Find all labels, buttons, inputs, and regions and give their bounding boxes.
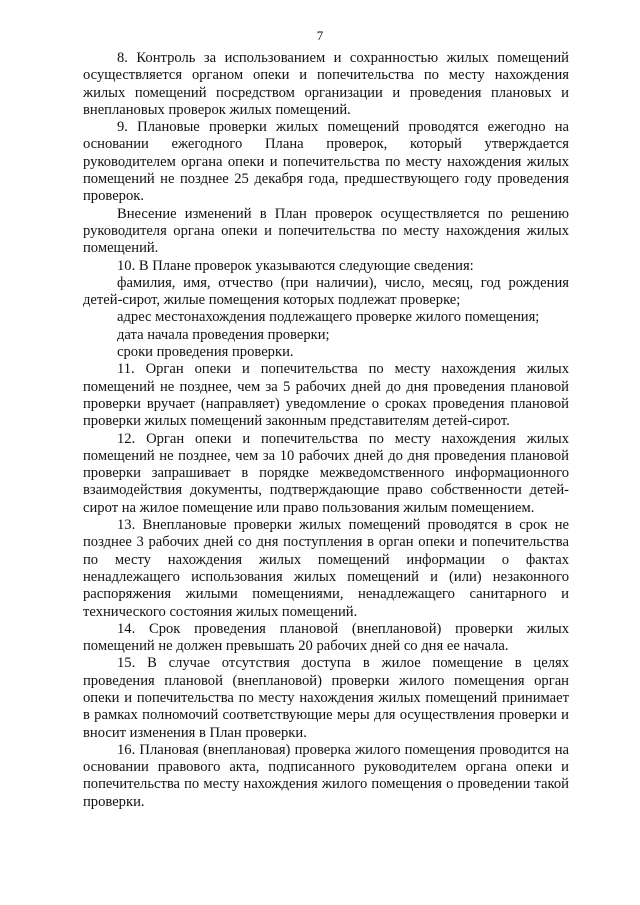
paragraph-14: 14. Срок проведения плановой (внеплановой) проверки жилых помещений не должен превышать 20 рабочих дней со дня ее начала.	[83, 620, 569, 655]
document-body	[83, 50, 569, 811]
list-item-address: адрес местонахождения подлежащего проверке жилого помещения;	[117, 309, 540, 326]
list-item-terms: сроки проведения проверки.	[117, 344, 294, 361]
paragraph-9: 9. Плановые проверки жилых помещений проводятся ежегодно на основании ежегодного Плана проверок, который утверждается руководителем органа опеки и попечительства по месту нахождения жилых помещений не позднее 25 декабря года, предшествующего году проведения проверок.	[83, 119, 569, 205]
page-number: 7	[316, 28, 324, 43]
paragraph-8: 8. Контроль за использованием и сохранностью жилых помещений осуществляется органом опеки и попечительства по месту нахождения жилых помещений посредством организации и проведения плановых и внеплановых проверок жилых помещений.	[83, 50, 569, 118]
paragraph-plan-changes: Внесение изменений в План проверок осуществляется по решению руководителя органа опеки и попечительства по месту нахождения жилых помещений.	[83, 205, 569, 257]
list-item-full-name: фамилия, имя, отчество (при наличии), число, месяц, год рождения детей-сирот, жилые помещения которых подлежат проверке;	[83, 274, 569, 309]
paragraph-11: 11. Орган опеки и попечительства по месту нахождения жилых помещений не позднее, чем за 5 рабочих дней до дня проведения плановой проверки вручает (направляет) уведомление о сроках проведения плановой проверки жилых помещений законным представителям детей-сирот.	[83, 361, 569, 430]
paragraph-16: 16. Плановая (внеплановая) проверка жилого помещения проводится на основании правового акта, подписанного руководителем органа опеки и попечительства по месту нахождения жилого помещения о проведении такой проверки.	[83, 741, 569, 810]
paragraph-13: 13. Внеплановые проверки жилых помещений проводятся в срок не позднее 3 рабочих дней со дня поступления в орган опеки и попечительства по месту нахождения жилых помещений информации о фактах ненадлежащего использования жилых помещений и (или) незаконного распоряжения жилыми помещениями, ненадлежащего санитарного и технического состояния жилых помещений.	[83, 517, 569, 620]
paragraph-12: 12. Орган опеки и попечительства по месту нахождения жилых помещений не позднее, чем за 10 рабочих дней до дня проведения плановой проверки запрашивает в порядке межведомственного информационного взаимодействия документы, подтверждающие право собственности детей-сирот на жилое помещение или право пользования жилым помещением.	[83, 430, 569, 516]
list-item-start-date: дата начала проведения проверки;	[117, 326, 330, 343]
paragraph-15: 15. В случае отсутствия доступа в жилое помещение в целях проведения плановой (внеплановой) проверки жилого помещения орган опеки и попечительства по месту нахождения жилых помещений принимает в рамках полномочий соответствующие меры для осуществления проверки и вносит изменения в План проверки.	[83, 655, 569, 741]
paragraph-10: 10. В Плане проверок указываются следующие сведения:	[117, 257, 474, 274]
